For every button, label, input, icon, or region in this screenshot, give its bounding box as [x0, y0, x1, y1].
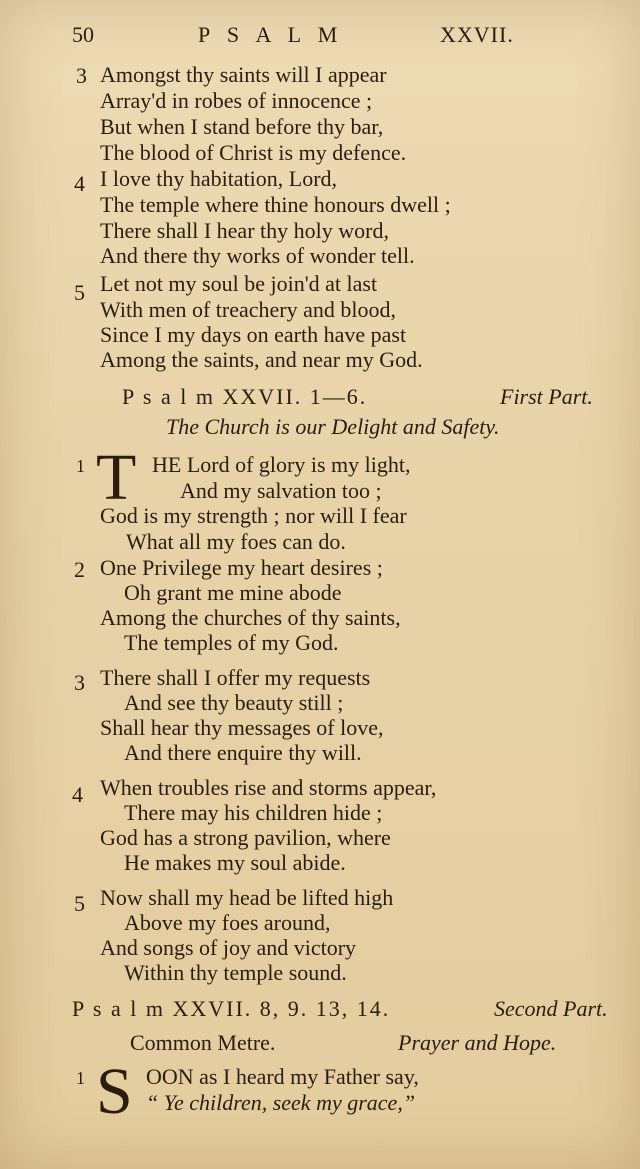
part-label: Second Part.	[494, 996, 608, 1021]
verse-line: God is my strength ; nor will I fear	[100, 503, 407, 528]
verse-line: Among the saints, and near my God.	[100, 347, 423, 372]
drop-cap: S	[96, 1055, 133, 1128]
part-label: First Part.	[500, 384, 593, 409]
stanza-number: 4	[74, 171, 85, 196]
verse-line: God has a strong pavilion, where	[100, 825, 391, 850]
stanza-number: 2	[74, 557, 85, 582]
verse-line: And my salvation too ;	[180, 478, 382, 503]
verse-line: “ Ye children, seek my grace,”	[146, 1090, 416, 1115]
verse-line: Within thy temple sound.	[124, 960, 347, 985]
verse-line: HE Lord of glory is my light,	[152, 452, 411, 477]
verse-line: There may his children hide ;	[124, 800, 383, 825]
verse-line: He makes my soul abide.	[124, 850, 346, 875]
metre-label: Common Metre.	[130, 1030, 276, 1055]
verse-line: Among the churches of thy saints,	[100, 605, 401, 630]
running-title: P S A L M	[198, 22, 344, 47]
verse-line: Array'd in robes of innocence ;	[100, 88, 373, 113]
verse-line: Oh grant me mine abode	[124, 580, 342, 605]
stanza-number: 1	[76, 1068, 85, 1088]
verse-line: What all my foes can do.	[126, 529, 346, 554]
psalm-heading: P s a l m XXVII. 1—6.	[122, 384, 368, 409]
verse-line: When troubles rise and storms appear,	[100, 775, 437, 800]
page-number: 50	[72, 22, 94, 47]
verse-line: The temple where thine honours dwell ;	[100, 192, 451, 217]
psalm-subtitle: The Church is our Delight and Safety.	[166, 414, 500, 439]
stanza-number: 3	[74, 670, 85, 695]
stanza-number: 5	[74, 280, 85, 305]
verse-line: The blood of Christ is my defence.	[100, 140, 407, 165]
verse-line: Amongst thy saints will I appear	[100, 62, 387, 87]
verse-line: And there thy works of wonder tell.	[100, 243, 415, 268]
verse-line: But when I stand before thy bar,	[100, 114, 384, 139]
psalm-subtitle: Prayer and Hope.	[398, 1030, 557, 1055]
verse-line: Let not my soul be join'd at last	[100, 271, 378, 296]
running-numeral: XXVII.	[440, 22, 514, 47]
verse-line: And see thy beauty still ;	[124, 690, 344, 715]
stanza-number: 4	[72, 782, 83, 807]
verse-line: And there enquire thy will.	[124, 740, 362, 765]
verse-line: Now shall my head be lifted high	[100, 885, 394, 910]
verse-line: Shall hear thy messages of love,	[100, 715, 384, 740]
verse-line: OON as I heard my Father say,	[146, 1064, 419, 1089]
verse-line: There shall I offer my requests	[100, 665, 371, 690]
verse-line: With men of treachery and blood,	[100, 297, 397, 322]
drop-cap: T	[96, 441, 137, 514]
verse-line: Since I my days on earth have past	[100, 322, 407, 347]
stanza-number: 1	[76, 456, 85, 476]
verse-line: One Privilege my heart desires ;	[100, 555, 383, 580]
verse-line: There shall I hear thy holy word,	[100, 218, 389, 243]
stanza-number: 3	[76, 63, 87, 88]
verse-line: The temples of my God.	[124, 630, 339, 655]
stanza-number: 5	[74, 891, 85, 916]
verse-line: I love thy habitation, Lord,	[100, 166, 338, 191]
verse-line: And songs of joy and victory	[100, 935, 357, 960]
verse-line: Above my foes around,	[124, 910, 331, 935]
psalm-heading: P s a l m XXVII. 8, 9. 13, 14.	[72, 996, 391, 1021]
